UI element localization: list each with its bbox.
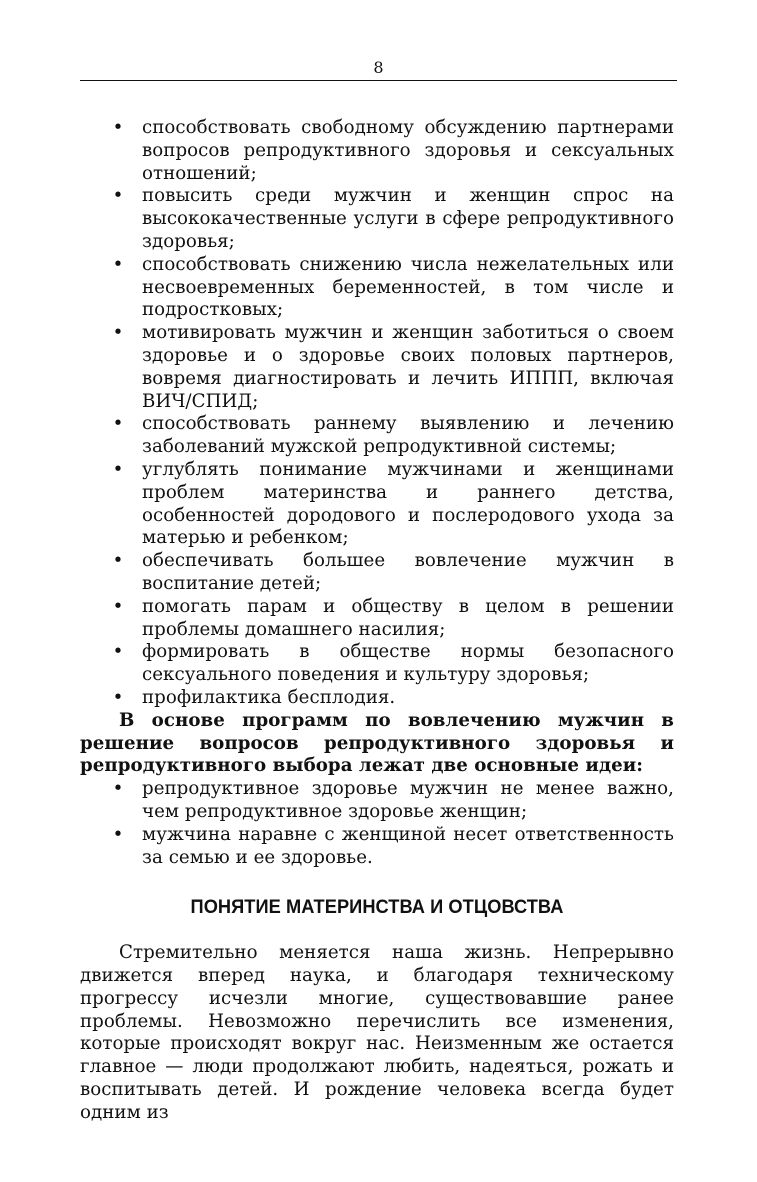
bullet-icon: • [112,185,124,207]
list-item-text: углублять понимание мужчинами и женщинами проблем материнства и раннего детства, особенностей дородового и послеродового ухода за матерью и ребенком; [142,458,674,549]
list-item [80,117,674,185]
list-item [80,778,674,824]
list-item [80,687,674,710]
page-number: 8 [373,58,384,77]
list-item [80,322,674,413]
bullet-icon: • [112,595,124,617]
list-item-text: мотивировать мужчин и женщин заботиться о своем здоровье и о здоровье своих половых партнеров, вовремя диагностировать и лечить ИППП, включая ВИЧ/СПИД; [142,322,674,412]
list-item [80,254,674,322]
bullet-icon: • [112,413,124,435]
list-item-text: помогать парам и обществу в целом в решении проблемы домашнего насилия; [142,595,674,640]
list-item [80,459,674,550]
bullet-icon: • [112,458,124,480]
list-item-text: формировать в обществе нормы безопасного сексуального поведения и культуру здоровья; [142,641,674,686]
list-item-text: способствовать свободному обсуждению партнерами вопросов репродуктивного здоровья и сексуальных отношений; [142,117,674,184]
bullet-icon: • [112,778,124,800]
bullet-icon: • [112,253,124,275]
header-rule [80,80,677,81]
list-item [80,641,674,687]
list-item-text: способствовать раннему выявлению и лечению заболеваний мужской репродуктивной системы; [142,413,674,458]
bullet-icon: • [112,641,124,663]
list-item [80,596,674,642]
bullet-icon: • [112,823,124,845]
list-item-text: мужчина наравне с женщиной несет ответственность за семью и ее здоровье. [142,823,674,868]
section-heading: ПОНЯТИЕ МАТЕРИНСТВА И ОТЦОВСТВА [190,897,564,919]
list-item [80,413,674,459]
list-item-text: профилактика бесплодия. [142,686,396,708]
list-item-text: способствовать снижению числа нежелательных или несвоевременных беременностей, в том числе и подростковых; [142,253,674,321]
list-item-text: обеспечивать большее вовлечение мужчин в воспитание детей; [142,550,674,594]
list-item-text: репродуктивное здоровье мужчин не менее важно, чем репродуктивное здоровье женщин; [142,778,674,822]
intro-paragraph: В основе программ по вовлечению мужчин в решение вопросов репродуктивного здоровья и репродуктивного выбора лежат две основные идеи: [80,709,674,777]
bullet-icon: • [112,686,124,708]
bullet-list-goals [80,117,674,710]
bullet-icon: • [112,550,124,572]
bullet-icon: • [112,117,124,138]
body-paragraph: Стремительно меняется наша жизнь. Непрерывно движется вперед наука, и благодаря техническому прогрессу исчезли многие, существовавшие ранее проблемы. Невозможно перечислить все изменения, которые происходят вокруг нас. Неизменным же остается главное — люди продолжают любить, надеяться, рожать и воспитывать детей. И рождение человека всегда будет одним из [80,942,674,1123]
page-body [80,117,674,1125]
list-item-text: повысить среди мужчин и женщин спрос на высококачественные услуги в сфере репродуктивного здоровья; [142,185,674,252]
bullet-list-ideas [80,778,674,869]
list-item [80,185,674,253]
bullet-icon: • [112,322,124,344]
list-item [80,824,674,870]
list-item [80,550,674,596]
